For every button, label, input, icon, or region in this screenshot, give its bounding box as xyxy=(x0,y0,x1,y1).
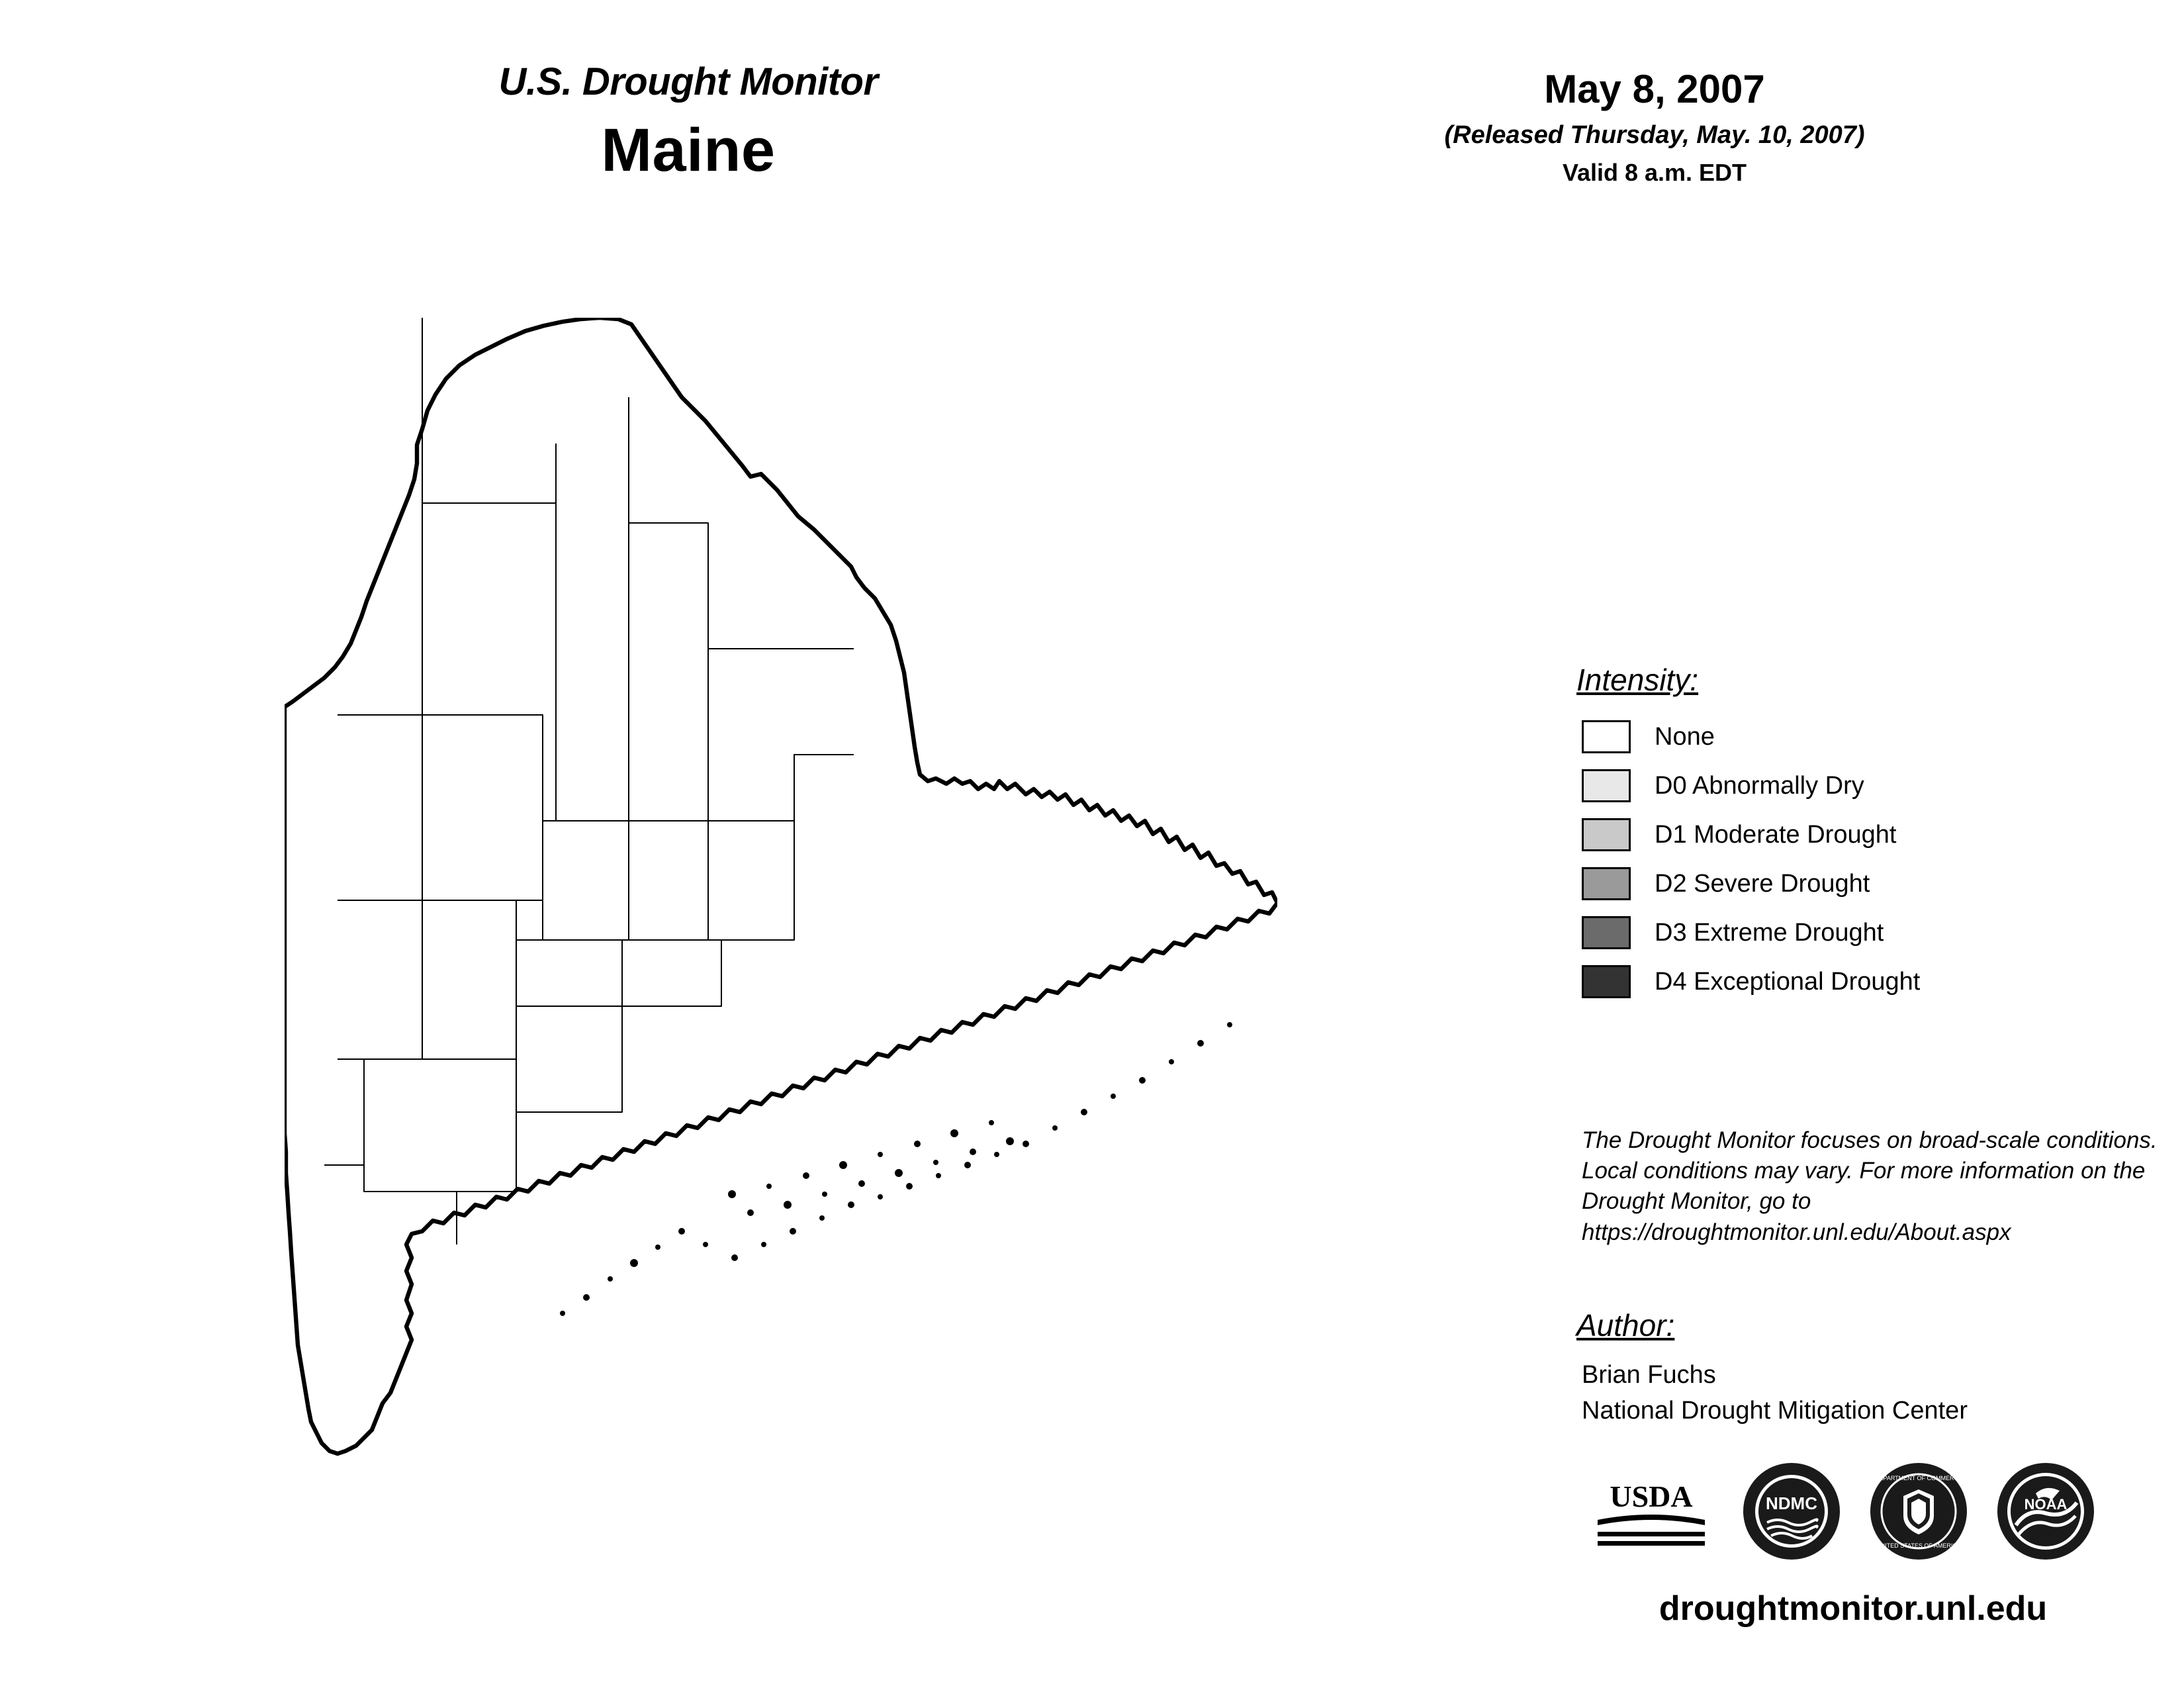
disclaimer-text: The Drought Monitor focuses on broad-scale conditions. Local conditions may vary. For more information on the Drought Monitor, go to https://droughtmonitor.unl.edu/About.aspx xyxy=(1582,1127,2158,1245)
noaa-logo[interactable] xyxy=(1996,1462,2095,1564)
county-boundaries xyxy=(324,318,854,1244)
svg-text:NDMC: NDMC xyxy=(1766,1493,1817,1513)
legend-label-d1: D1 Moderate Drought xyxy=(1655,820,1897,849)
author-affiliation: National Drought Mitigation Center xyxy=(1582,1396,1968,1425)
legend-item-d3[interactable] xyxy=(1582,908,2111,957)
legend-item-none[interactable] xyxy=(1582,712,2111,761)
legend-swatch-d2 xyxy=(1582,867,1631,900)
legend-label-d2: D2 Severe Drought xyxy=(1655,869,1870,898)
valid-time: Valid 8 a.m. EDT xyxy=(1562,159,1747,186)
legend-item-d2[interactable] xyxy=(1582,859,2111,908)
legend-item-d4[interactable] xyxy=(1582,957,2111,1006)
title-block xyxy=(390,60,986,185)
legend xyxy=(1576,662,2111,1006)
usda-logo[interactable] xyxy=(1588,1468,1714,1558)
legend-swatch-d1 xyxy=(1582,818,1631,851)
map-date: May 8, 2007 xyxy=(1544,67,1765,111)
legend-item-d0[interactable] xyxy=(1582,761,2111,810)
release-date: (Released Thursday, May. 10, 2007) xyxy=(1444,121,1865,149)
svg-text:UNITED STATES OF AMERICA: UNITED STATES OF AMERICA xyxy=(1876,1542,1961,1549)
program-title: U.S. Drought Monitor xyxy=(498,60,878,103)
legend-swatch-d4 xyxy=(1582,965,1631,998)
svg-text:NOAA: NOAA xyxy=(2024,1495,2068,1513)
ndmc-logo[interactable] xyxy=(1742,1462,1841,1564)
logo-strip xyxy=(1588,1456,2171,1569)
state-outline xyxy=(285,318,1277,1454)
legend-label-d0: D0 Abnormally Dry xyxy=(1655,771,1864,800)
page-title: Maine xyxy=(601,117,776,184)
website-url[interactable]: droughtmonitor.unl.edu xyxy=(1659,1589,2048,1628)
legend-label-none: None xyxy=(1655,722,1715,751)
legend-swatch-d0 xyxy=(1582,769,1631,802)
svg-text:USDA: USDA xyxy=(1610,1479,1693,1513)
author-title: Author: xyxy=(1576,1308,1675,1342)
legend-label-d4: D4 Exceptional Drought xyxy=(1655,967,1921,996)
legend-item-d1[interactable] xyxy=(1582,810,2111,859)
legend-title: Intensity: xyxy=(1576,663,1699,697)
usdc-logo[interactable] xyxy=(1869,1462,1968,1564)
legend-swatch-none xyxy=(1582,720,1631,753)
date-block xyxy=(1357,66,1952,187)
maine-drought-map[interactable] xyxy=(285,318,1277,1575)
author-name: Brian Fuchs xyxy=(1582,1361,1716,1389)
svg-text:DEPARTMENT OF COMMERCE: DEPARTMENT OF COMMERCE xyxy=(1874,1474,1963,1481)
legend-swatch-d3 xyxy=(1582,916,1631,949)
author-block xyxy=(1576,1307,2177,1429)
coastal-islands xyxy=(560,1022,1232,1316)
legend-label-d3: D3 Extreme Drought xyxy=(1655,918,1884,947)
